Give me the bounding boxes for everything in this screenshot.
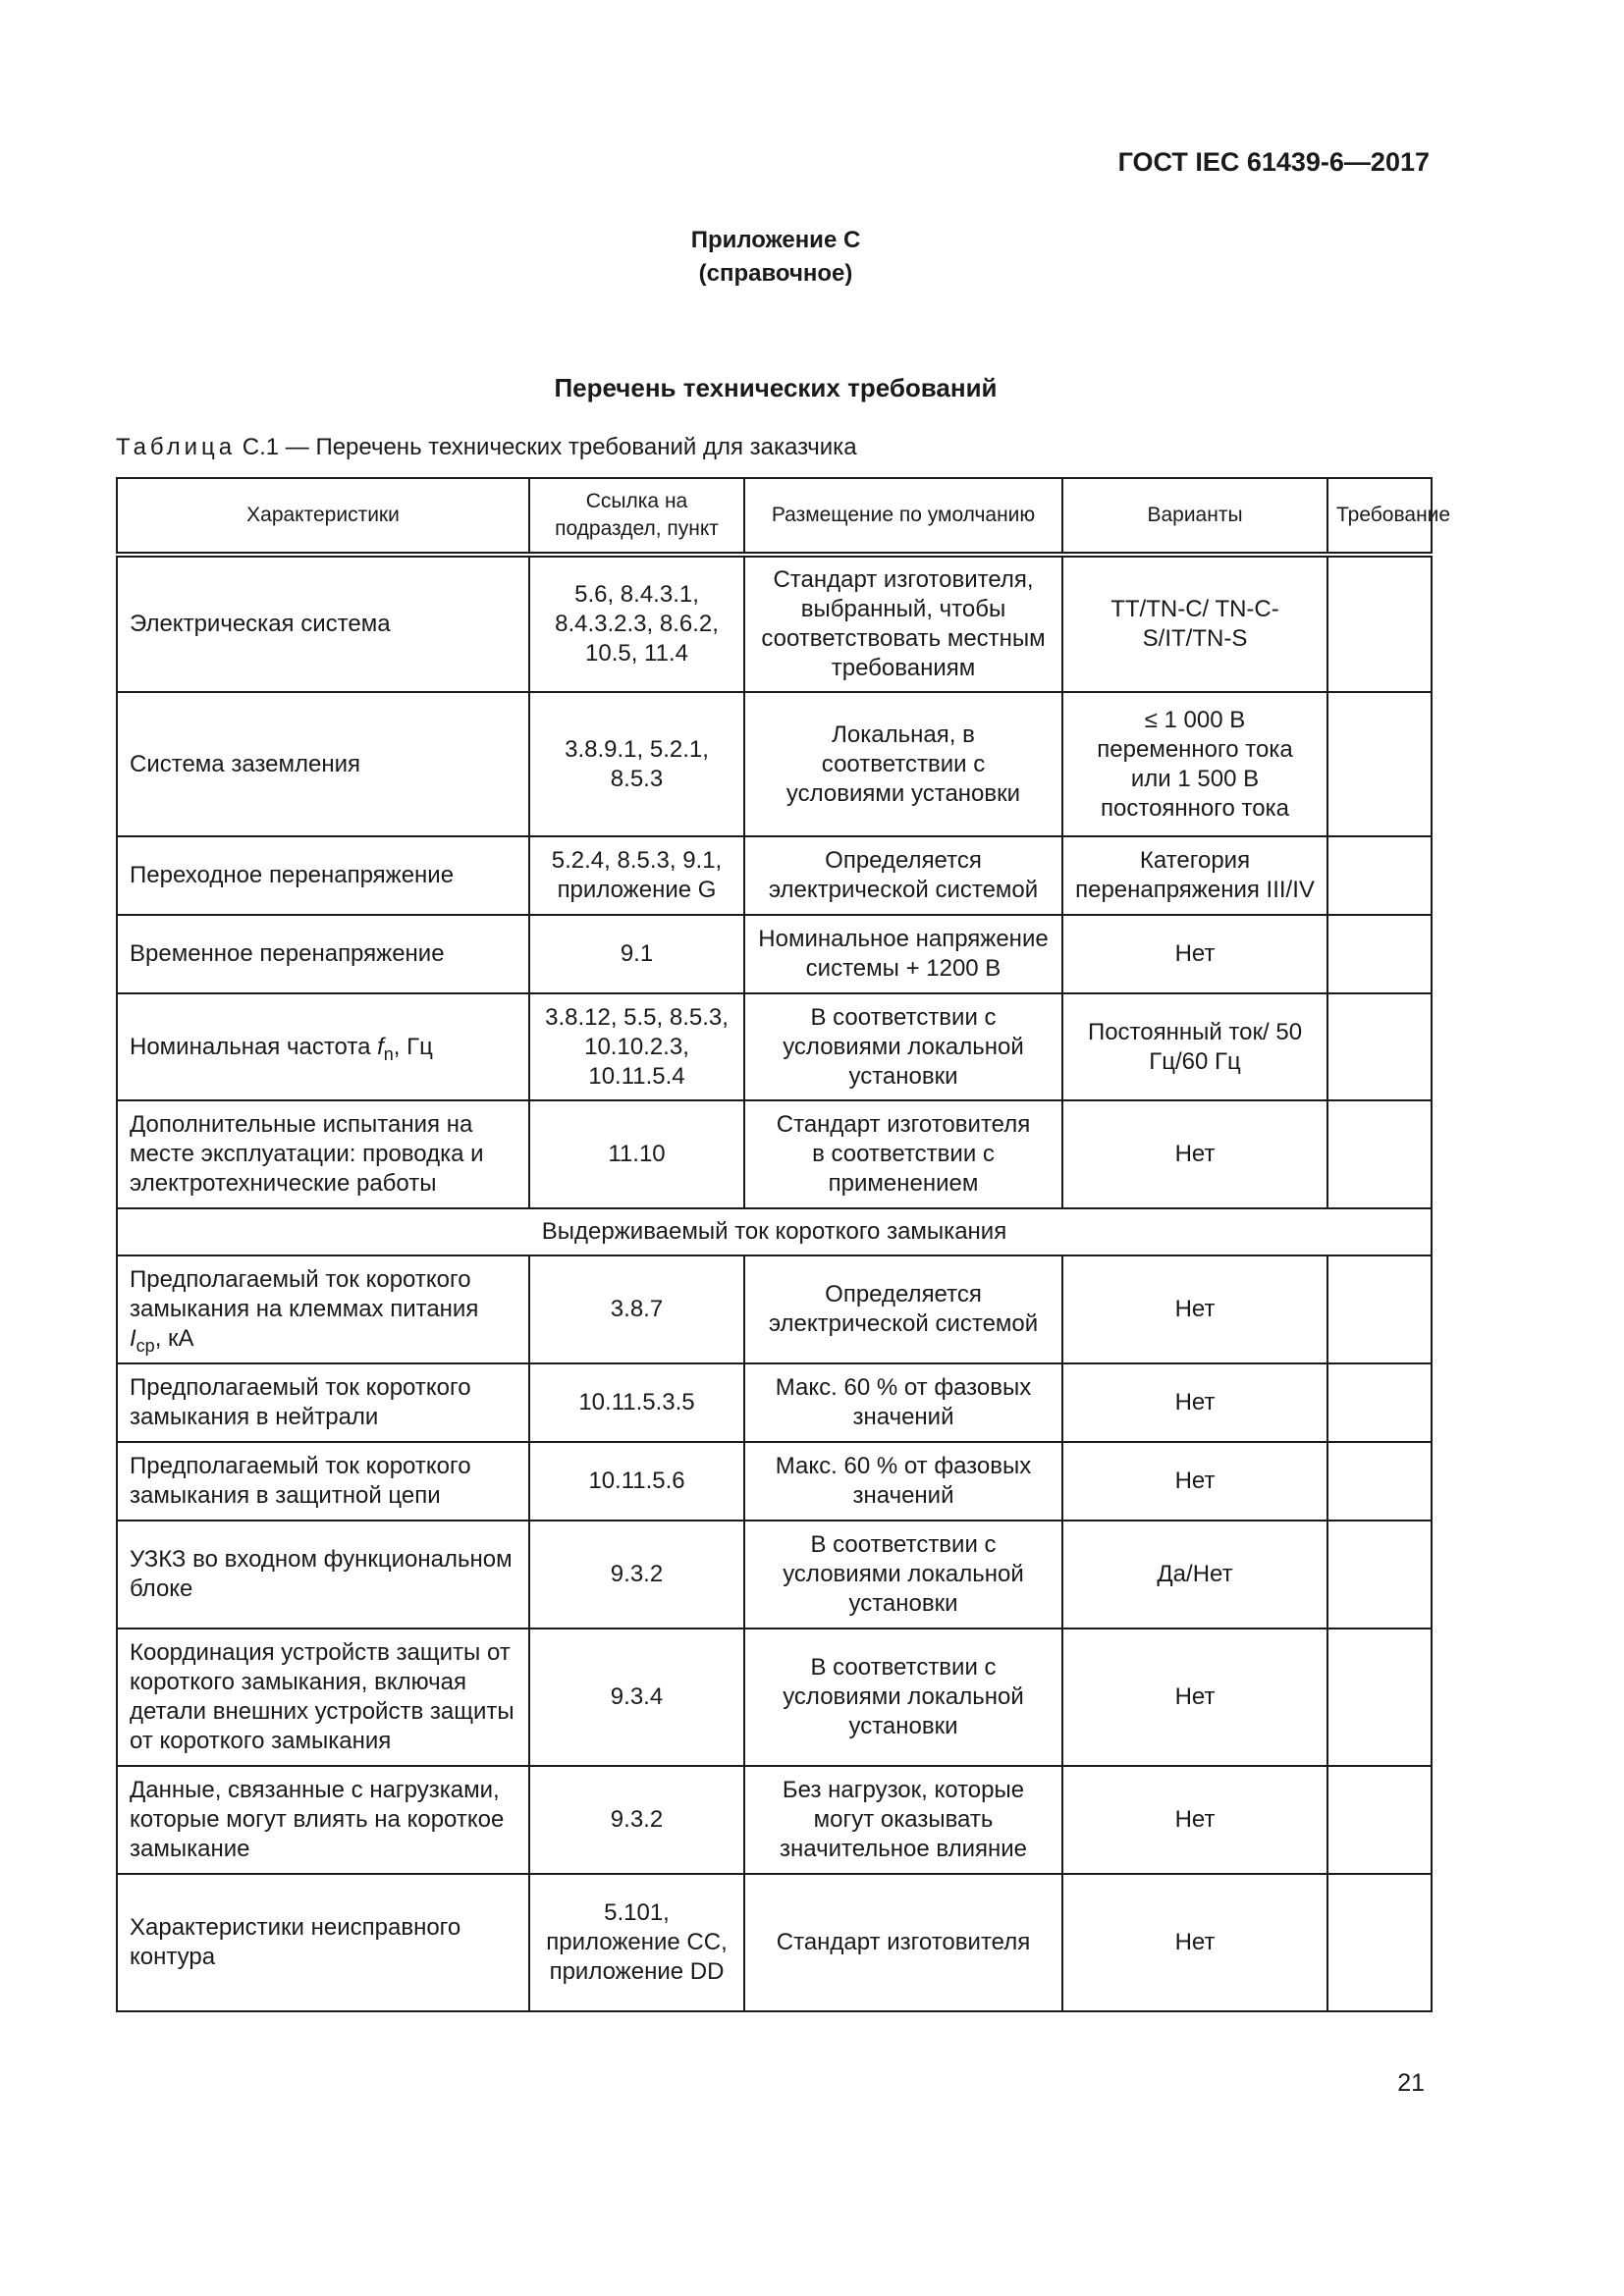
cell-options: Постоянный ток/ 50 Гц/60 Гц (1062, 993, 1327, 1100)
appendix-title: Приложение С (690, 227, 861, 253)
cell-requirement (1327, 836, 1432, 915)
cell-default: Определяется электрической системой (744, 836, 1062, 915)
cell-requirement (1327, 692, 1432, 836)
cell-default: Стандарт изготовителя (744, 1874, 1062, 2011)
cell-characteristic: Переходное перенапряжение (117, 836, 529, 915)
cell-default: В соответствии с условиями локальной установки (744, 1521, 1062, 1629)
cell-requirement (1327, 1363, 1432, 1442)
cell-reference: 9.3.2 (529, 1521, 744, 1629)
header-requirement: Требование (1327, 478, 1432, 555)
cell-requirement (1327, 1521, 1432, 1629)
standard-designation: ГОСТ IEC 61439-6—2017 (1117, 147, 1430, 177)
table-row (117, 993, 1432, 1100)
table-row (117, 1255, 1432, 1363)
cell-options: Нет (1062, 1255, 1327, 1363)
table-row (117, 1521, 1432, 1629)
cell-reference: 5.2.4, 8.5.3, 9.1, приложение G (529, 836, 744, 915)
table-row (117, 1874, 1432, 2011)
cell-reference: 9.3.2 (529, 1766, 744, 1874)
cell-default: Без нагрузок, которые могут оказывать значительное влияние (744, 1766, 1062, 1874)
table-caption-text: С.1 — Перечень технических требований для заказчика (236, 434, 857, 460)
freq-label-prefix: Номинальная частота (130, 1033, 378, 1060)
cell-default: В соответствии с условиями локальной установки (744, 993, 1062, 1100)
cell-requirement (1327, 1442, 1432, 1521)
cell-default: Стандарт изготовителя в соответствии с применением (744, 1100, 1062, 1208)
cell-options: Нет (1062, 1442, 1327, 1521)
table-header-row (117, 478, 1432, 555)
cell-requirement (1327, 1766, 1432, 1874)
cell-requirement (1327, 1100, 1432, 1208)
cell-characteristic: Дополнительные испытания на месте эксплуатации: проводка и электротехнические работы (117, 1100, 529, 1208)
icp-label-suffix: , кА (154, 1325, 194, 1352)
cell-reference: 5.6, 8.4.3.1, 8.4.3.2.3, 8.6.2, 10.5, 11.4 (529, 555, 744, 692)
section-title: Перечень технических требований (554, 373, 998, 402)
cell-characteristic: Координация устройств защиты от короткого замыкания, включая детали внешних устройств защиты от короткого замыкания (117, 1629, 529, 1766)
freq-label-suffix: , Гц (393, 1033, 433, 1060)
cell-reference: 11.10 (529, 1100, 744, 1208)
freq-subscript: n (383, 1043, 394, 1064)
group-header: Выдерживаемый ток короткого замыкания (117, 1208, 1432, 1255)
cell-reference: 9.3.4 (529, 1629, 744, 1766)
group-header-row (117, 1208, 1432, 1255)
cell-options: Категория перенапряжения III/IV (1062, 836, 1327, 915)
cell-options: Да/Нет (1062, 1521, 1327, 1629)
cell-options: Нет (1062, 1100, 1327, 1208)
cell-options: Нет (1062, 915, 1327, 993)
cell-default: В соответствии с условиями локальной установки (744, 1629, 1062, 1766)
cell-reference: 3.8.7 (529, 1255, 744, 1363)
cell-default: Локальная, в соответствии с условиями установки (744, 692, 1062, 836)
cell-options: ≤ 1 000 В переменного тока или 1 500 В постоянного тока (1062, 692, 1327, 836)
icp-label-prefix: Предполагаемый ток короткого замыкания на клеммах питания (130, 1266, 479, 1322)
table-row (117, 1442, 1432, 1521)
cell-characteristic (117, 1255, 529, 1363)
table-row (117, 915, 1432, 993)
cell-options: ТТ/TN-C/ TN-C-S/IT/TN-S (1062, 555, 1327, 692)
cell-characteristic: УЗКЗ во входном функциональном блоке (117, 1521, 529, 1629)
cell-default: Номинальное напряжение системы + 1200 В (744, 915, 1062, 993)
cell-requirement (1327, 915, 1432, 993)
icp-symbol: I (130, 1325, 136, 1352)
cell-characteristic: Электрическая система (117, 555, 529, 692)
table-row (117, 1766, 1432, 1874)
cell-requirement (1327, 993, 1432, 1100)
table-row (117, 692, 1432, 836)
cell-characteristic: Данные, связанные с нагрузками, которые могут влиять на короткое замыкание (117, 1766, 529, 1874)
header-characteristic: Характеристики (117, 478, 529, 555)
page-number: 21 (1397, 2069, 1425, 2097)
cell-reference: 9.1 (529, 915, 744, 993)
cell-reference: 3.8.9.1, 5.2.1, 8.5.3 (529, 692, 744, 836)
cell-requirement (1327, 1629, 1432, 1766)
freq-symbol: f (377, 1033, 384, 1060)
cell-default: Определяется электрической системой (744, 1255, 1062, 1363)
header-options: Варианты (1062, 478, 1327, 555)
cell-default: Макс. 60 % от фазовых значений (744, 1363, 1062, 1442)
header-reference: Ссылка на подраздел, пункт (529, 478, 744, 555)
table-caption (116, 434, 857, 461)
cell-default: Макс. 60 % от фазовых значений (744, 1442, 1062, 1521)
table-row (117, 836, 1432, 915)
icp-subscript: cp (135, 1335, 155, 1356)
header-default: Размещение по умолчанию (744, 478, 1062, 555)
table-row (117, 1629, 1432, 1766)
cell-reference: 10.11.5.3.5 (529, 1363, 744, 1442)
cell-characteristic: Система заземления (117, 692, 529, 836)
cell-options: Нет (1062, 1874, 1327, 2011)
cell-requirement (1327, 1874, 1432, 2011)
cell-characteristic (117, 993, 529, 1100)
cell-characteristic: Характеристики неисправного контура (117, 1874, 529, 2011)
cell-options: Нет (1062, 1363, 1327, 1442)
appendix-subtitle: (справочное) (698, 260, 853, 287)
cell-default: Стандарт изготовителя, выбранный, чтобы соответствовать местным требованиям (744, 555, 1062, 692)
cell-options: Нет (1062, 1766, 1327, 1874)
cell-characteristic: Предполагаемый ток короткого замыкания в защитной цепи (117, 1442, 529, 1521)
cell-requirement (1327, 555, 1432, 692)
table-caption-prefix: Таблица (116, 434, 237, 460)
requirements-table (116, 477, 1451, 2012)
cell-reference: 3.8.12, 5.5, 8.5.3, 10.10.2.3, 10.11.5.4 (529, 993, 744, 1100)
table-row (117, 555, 1432, 692)
cell-reference: 5.101, приложение СС, приложение DD (529, 1874, 744, 2011)
table-row (117, 1100, 1432, 1208)
table-row (117, 1363, 1432, 1442)
cell-characteristic: Предполагаемый ток короткого замыкания в нейтрали (117, 1363, 529, 1442)
appendix-heading (0, 224, 1624, 291)
cell-characteristic: Временное перенапряжение (117, 915, 529, 993)
cell-requirement (1327, 1255, 1432, 1363)
cell-options: Нет (1062, 1629, 1327, 1766)
cell-reference: 10.11.5.6 (529, 1442, 744, 1521)
